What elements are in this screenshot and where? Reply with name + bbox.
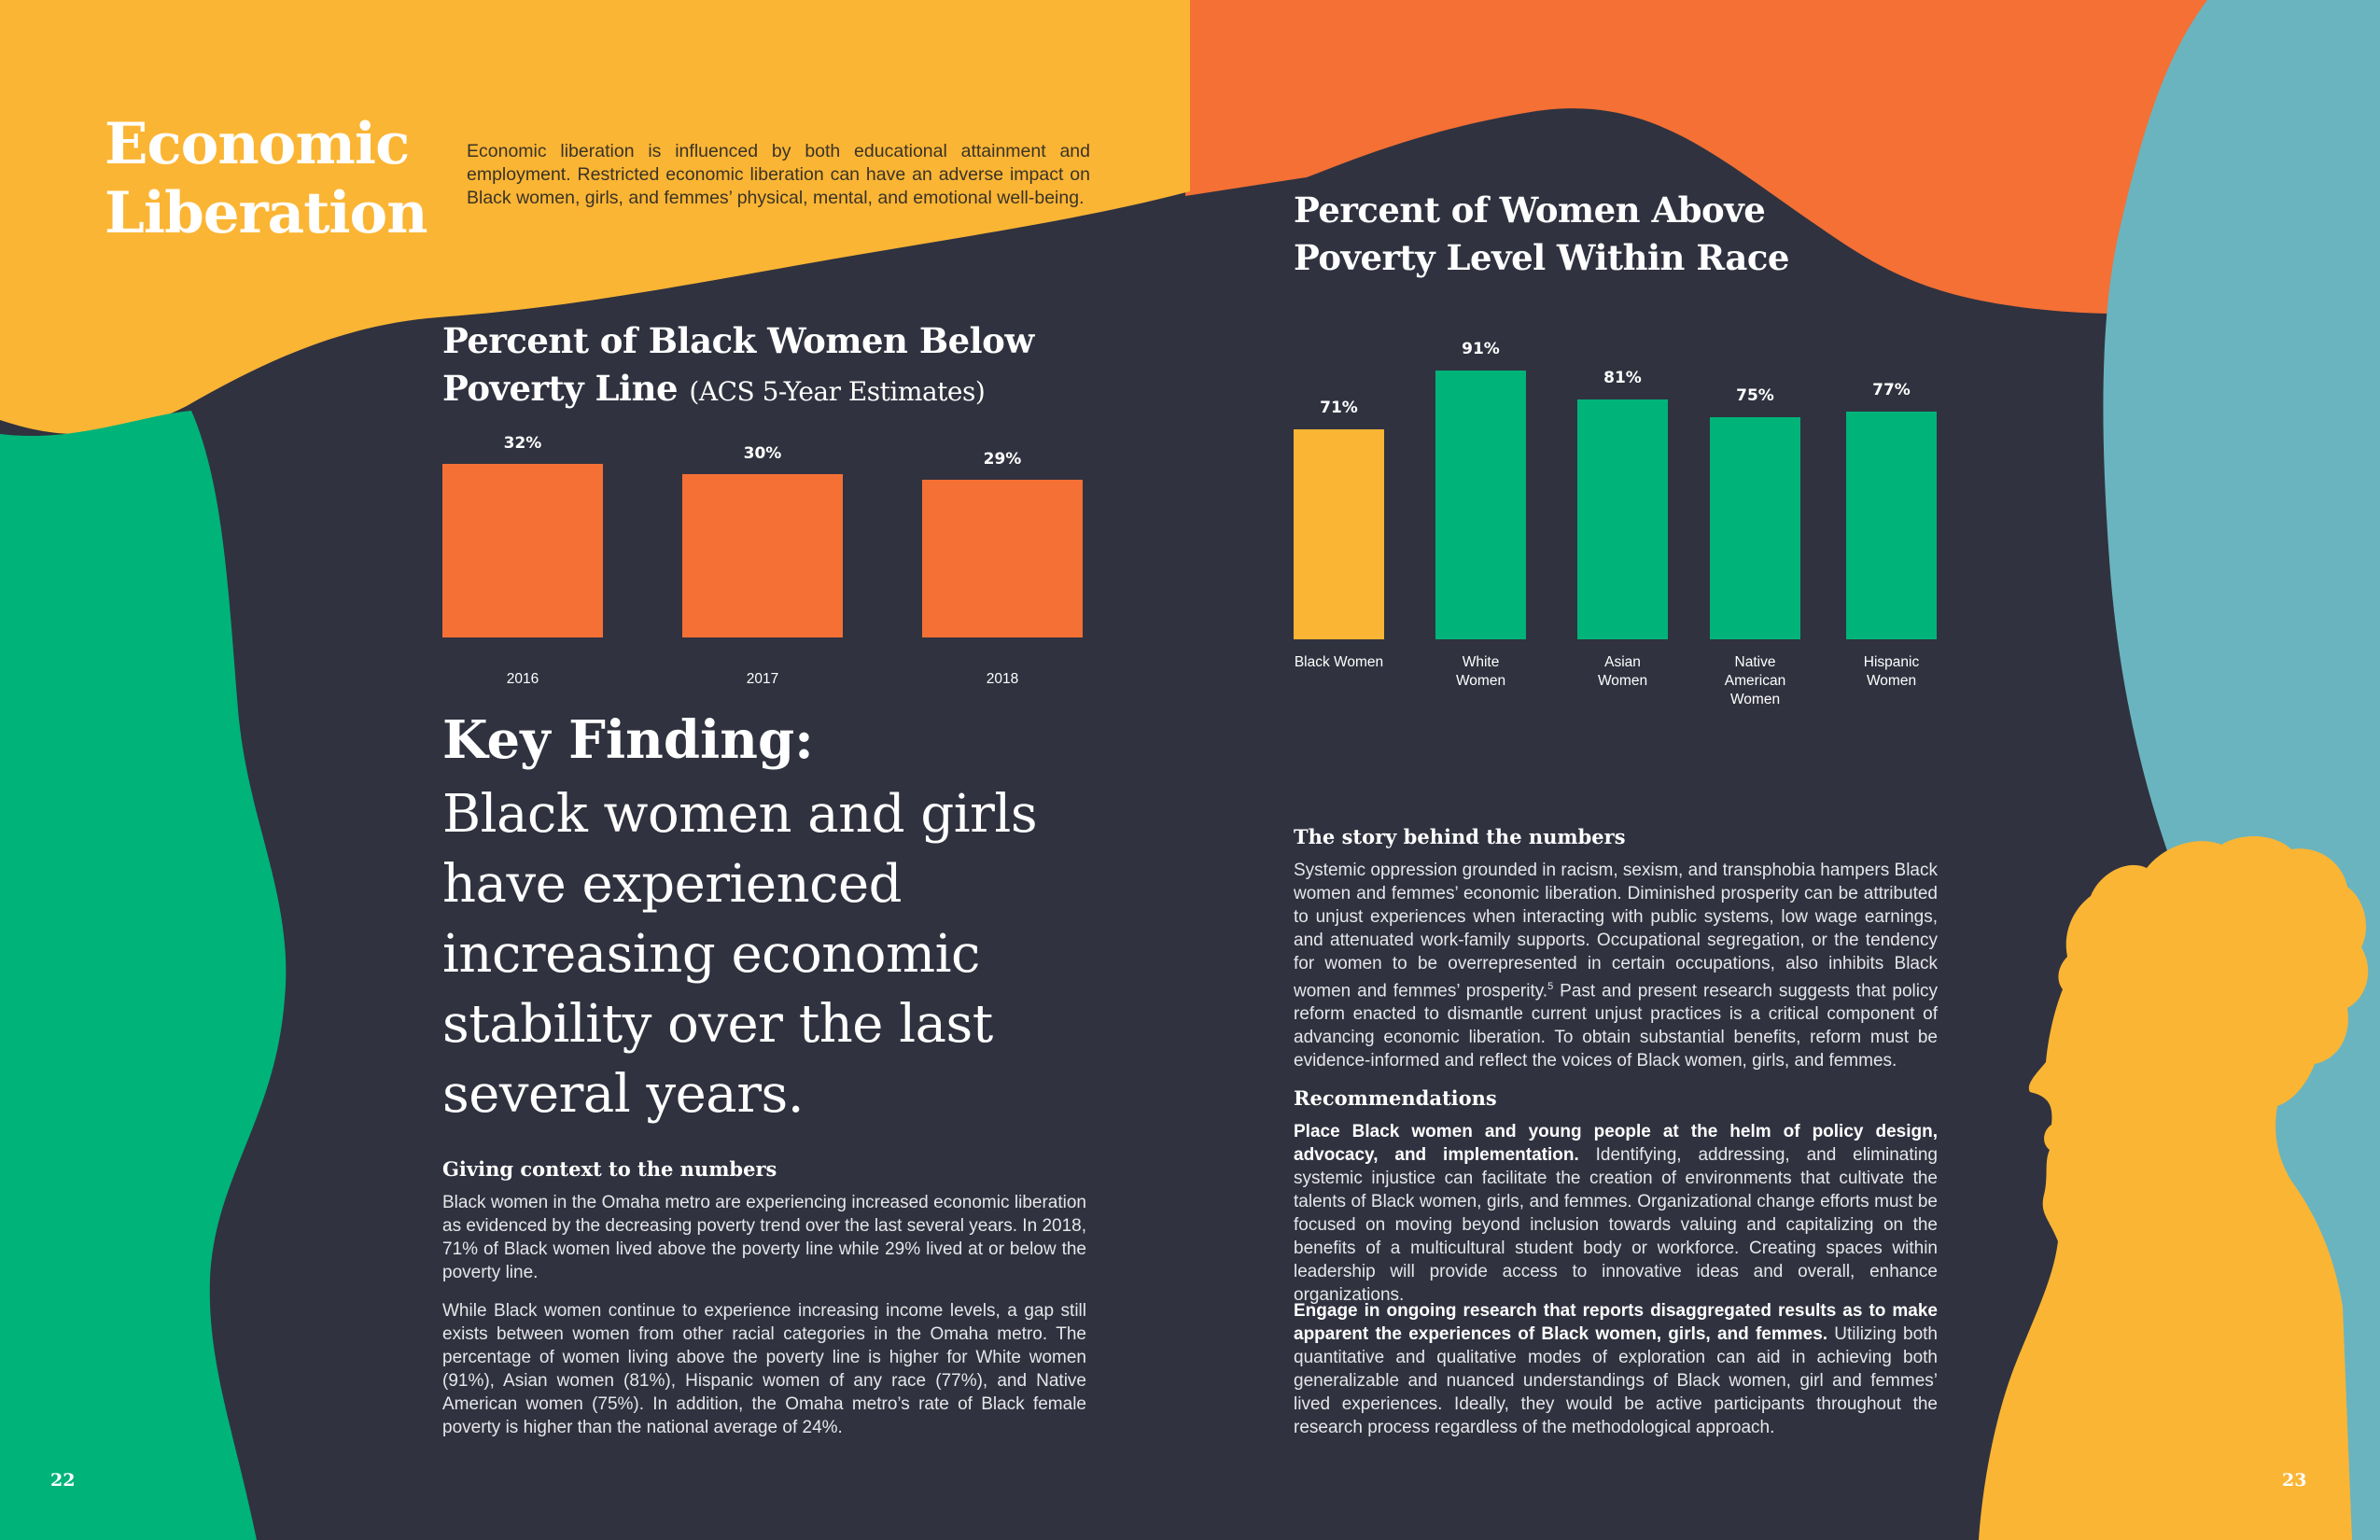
bar-black-women bbox=[1294, 429, 1384, 639]
value-label-asian-women: 81% bbox=[1603, 369, 1642, 388]
category-line: Native bbox=[1734, 654, 1776, 670]
story-text-a: Systemic oppression grounded in racism, sexism, and transphobia hampers Black women and femmes’ economic liberation. Diminished prosperity can be attributed to unjust experiences when interacting with public systems, low wage earnings, and attenuated work-family supports. Occupational segregation, or the tendency for women to be overrepresented in certain occupations, also inhibits Black women and femmes’ prosperity. bbox=[1294, 861, 1938, 1001]
bar-2018 bbox=[922, 480, 1083, 637]
category-label-2017: 2017 bbox=[746, 671, 779, 687]
category-line: Women bbox=[1729, 692, 1781, 707]
recommendations-heading: Recommendations bbox=[1294, 1086, 1497, 1110]
category-line: Women bbox=[1455, 673, 1506, 689]
recommendation-1-text: Identifying, addressing, and eliminating systemic injustice can facilitate the creation of environments that cultivate the talents of Black women, girls, and femmes. Organizational change efforts must be focused on moving beyond inclusion towards valuing and capitalizing on the benefits of a multicultural student body or workforce. Creating spaces within leadership will provide access to innovative ideas and overall, enhance organizations. bbox=[1294, 1145, 1938, 1305]
value-label-native-american-women: 75% bbox=[1736, 386, 1774, 406]
recommendation-1 bbox=[1294, 1120, 1938, 1307]
value-label-2017: 30% bbox=[743, 444, 782, 464]
recommendation-2-text: Utilizing both quantitative and qualitative modes of exploration can aid in achieving both generalizable and nuanced understandings of Black women, girl and femmes’ lived experiences. Ideally, they would be active participants throughout the research process regardless of the methodological approach. bbox=[1294, 1324, 1938, 1437]
bar-2016 bbox=[442, 464, 603, 637]
bar-2017 bbox=[682, 474, 843, 637]
category-line: Asian bbox=[1604, 654, 1641, 670]
recommendation-2 bbox=[1294, 1299, 1938, 1439]
value-label-2016: 32% bbox=[503, 433, 542, 453]
title-line-2: Liberation bbox=[105, 180, 427, 246]
category-label-hispanic-women bbox=[1827, 653, 1955, 691]
chart1-poverty-line bbox=[442, 429, 1086, 687]
chart1-subtitle: (ACS 5-Year Estimates) bbox=[689, 376, 986, 407]
story-text-b: Past and present research suggests that policy reform enacted to dismantle current unjust practices is a critical component of advancing economic liberation. To obtain substantial benefits, reform must be evidence-informed and reflect the voices of Black women, girls, and femmes. bbox=[1294, 981, 1938, 1071]
category-label-black-women bbox=[1275, 653, 1403, 672]
page-title bbox=[105, 110, 459, 248]
page-number-left: 22 bbox=[50, 1470, 76, 1491]
category-line: Women bbox=[1597, 673, 1648, 689]
category-line: White bbox=[1462, 654, 1500, 670]
category-label-native-american-women bbox=[1691, 653, 1819, 709]
category-label-white-women bbox=[1417, 653, 1545, 691]
value-label-hispanic-women: 77% bbox=[1872, 380, 1911, 399]
context-paragraph-2: While Black women continue to experience increasing income levels, a gap still exists between women from other racial categories in the Omaha metro. The percentage of women living above the poverty line is higher for White women (91%), Asian women (81%), Hispanic women of any race (77%), and Native American women (75%). In addition, the Omaha metro’s rate of Black female poverty is higher than the national average of 24%. bbox=[442, 1301, 1086, 1437]
title-line-1: Economic bbox=[105, 111, 410, 177]
bar-white-women bbox=[1435, 371, 1526, 639]
key-finding-heading: Key Finding: bbox=[442, 709, 814, 771]
footnote-mark: 5 bbox=[1547, 981, 1554, 992]
category-label-2016: 2016 bbox=[506, 671, 539, 687]
value-label-black-women: 71% bbox=[1320, 398, 1358, 417]
intro-text: Economic liberation is influenced by both educational attainment and employment. Restricted economic liberation can have an adverse impact on Black women, girls, and femmes’ physical, mental, and emotional well-being. bbox=[467, 141, 1090, 208]
chart1-title bbox=[442, 317, 1114, 415]
page-number-right: 23 bbox=[2282, 1470, 2307, 1491]
context-paragraph-1: Black women in the Omaha metro are experiencing increased economic liberation as evidenced by the decreasing poverty trend over the last several years. In 2018, 71% of Black women lived above the poverty line while 29% lived at or below the poverty line. bbox=[442, 1193, 1086, 1282]
chart2-title: Percent of Women Above Poverty Level Within Race bbox=[1294, 189, 1789, 278]
category-line: Black Women bbox=[1294, 654, 1384, 670]
chart2-above-poverty bbox=[1294, 331, 1947, 714]
category-label-2018: 2018 bbox=[986, 671, 1019, 687]
recommendation-2-bold: Engage in ongoing research that reports disaggregated results as to make apparent the experiences of Black women, girls, and femmes. bbox=[1294, 1301, 1938, 1344]
category-line: Hispanic bbox=[1863, 654, 1920, 670]
key-finding-text: Black women and girls have experienced increasing economic stability over the last several years. bbox=[442, 784, 1038, 1125]
story-heading: The story behind the numbers bbox=[1294, 825, 1626, 848]
bar-asian-women bbox=[1577, 399, 1668, 639]
context-heading: Giving context to the numbers bbox=[442, 1157, 777, 1181]
bar-hispanic-women bbox=[1846, 412, 1937, 639]
category-label-asian-women bbox=[1559, 653, 1687, 691]
value-label-2018: 29% bbox=[983, 450, 1022, 469]
story-paragraph bbox=[1294, 859, 1938, 1072]
recommendation-1-bold: Place Black women and young people at the helm of policy design, advocacy, and implementation. bbox=[1294, 1122, 1938, 1165]
value-label-white-women: 91% bbox=[1462, 339, 1500, 358]
category-line: American bbox=[1724, 673, 1786, 689]
bar-native-american-women bbox=[1710, 417, 1800, 639]
chart1-title-text: Percent of Black Women Below Poverty Line bbox=[442, 320, 1034, 409]
category-line: Women bbox=[1866, 673, 1917, 689]
